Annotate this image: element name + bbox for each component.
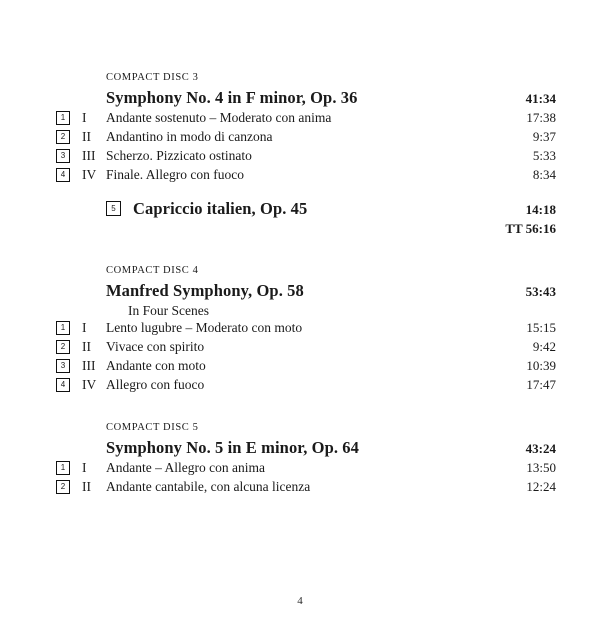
track-number-box: 3: [56, 149, 70, 163]
track-title: Vivace con spirito: [106, 339, 205, 354]
track-number-box: 2: [56, 130, 70, 144]
track-row: [56, 129, 556, 147]
track-duration: 17:38: [526, 110, 556, 125]
disc-block-4: [56, 265, 556, 395]
track-movement-numeral: I: [82, 110, 87, 125]
work-title: Capriccio italien, Op. 45: [133, 199, 308, 218]
track-title: Andante sostenuto – Moderato con anima: [106, 110, 332, 125]
disc-label: COMPACT DISC 5: [106, 422, 199, 433]
track-row: [56, 358, 556, 376]
work-duration: 53:43: [525, 284, 556, 299]
disc-total-time-row: [56, 221, 556, 237]
track-movement-numeral: II: [82, 129, 91, 144]
work-heading: [56, 88, 556, 108]
track-movement-numeral: III: [82, 148, 96, 163]
disc-block-3: [56, 72, 556, 237]
work-duration: 41:34: [525, 91, 556, 106]
track-row: [56, 167, 556, 185]
track-row: [56, 339, 556, 357]
track-movement-numeral: II: [82, 479, 91, 494]
work-duration: 43:24: [525, 441, 556, 456]
track-movement-numeral: III: [82, 358, 96, 373]
work-duration: 14:18: [525, 202, 556, 217]
track-row: [56, 460, 556, 478]
track-duration: 17:47: [526, 377, 556, 392]
track-movement-numeral: I: [82, 460, 87, 475]
disc-label: COMPACT DISC 4: [106, 265, 199, 276]
track-number-box: 1: [56, 461, 70, 475]
track-movement-numeral: I: [82, 320, 87, 335]
track-title: Andante – Allegro con anima: [106, 460, 265, 475]
work-title: Symphony No. 5 in E minor, Op. 64: [106, 438, 360, 457]
track-row: [56, 377, 556, 395]
track-number-box: 4: [56, 378, 70, 392]
track-movement-numeral: IV: [82, 167, 97, 182]
track-duration: 12:24: [526, 479, 556, 494]
track-title: Scherzo. Pizzicato ostinato: [106, 148, 252, 163]
track-number-box: 2: [56, 340, 70, 354]
track-row: [56, 320, 556, 338]
track-title: Andante cantabile, con alcuna licenza: [106, 479, 311, 494]
track-duration: 13:50: [526, 460, 556, 475]
track-number-box: 1: [56, 111, 70, 125]
tracklist-content: [56, 72, 556, 498]
track-number-box: 3: [56, 359, 70, 373]
track-title: Allegro con fuoco: [106, 377, 205, 392]
disc-label: COMPACT DISC 3: [106, 72, 199, 83]
track-number-box: 1: [56, 321, 70, 335]
track-movement-numeral: IV: [82, 377, 97, 392]
work-heading: [56, 281, 556, 301]
section-spacer: [56, 396, 556, 422]
track-movement-numeral: II: [82, 339, 91, 354]
track-row: [56, 148, 556, 166]
track-number-box: 5: [106, 201, 121, 216]
work-subtitle: In Four Scenes: [128, 303, 209, 318]
work-title: Manfred Symphony, Op. 58: [106, 281, 304, 300]
track-duration: 10:39: [526, 358, 556, 373]
track-duration: 9:42: [532, 339, 556, 354]
track-number-box: 4: [56, 168, 70, 182]
track-duration: 5:33: [532, 148, 556, 163]
track-title: Finale. Allegro con fuoco: [106, 167, 244, 182]
work-heading-capriccio: [56, 199, 556, 219]
track-title: Lento lugubre – Moderato con moto: [106, 320, 303, 335]
track-row: [56, 110, 556, 128]
work-title: Symphony No. 4 in F minor, Op. 36: [106, 88, 358, 107]
disc-total-time: TT 56:16: [505, 221, 556, 236]
track-title: Andante con moto: [106, 358, 206, 373]
track-row: [56, 479, 556, 497]
track-duration: 8:34: [532, 167, 556, 182]
track-title: Andantino in modo di canzona: [106, 129, 273, 144]
disc-block-5: [56, 422, 556, 497]
work-heading: [56, 438, 556, 458]
page-number: 4: [297, 595, 303, 607]
section-spacer: [56, 237, 556, 265]
track-duration: 9:37: [532, 129, 556, 144]
track-number-box: 2: [56, 480, 70, 494]
track-duration: 15:15: [526, 320, 556, 335]
